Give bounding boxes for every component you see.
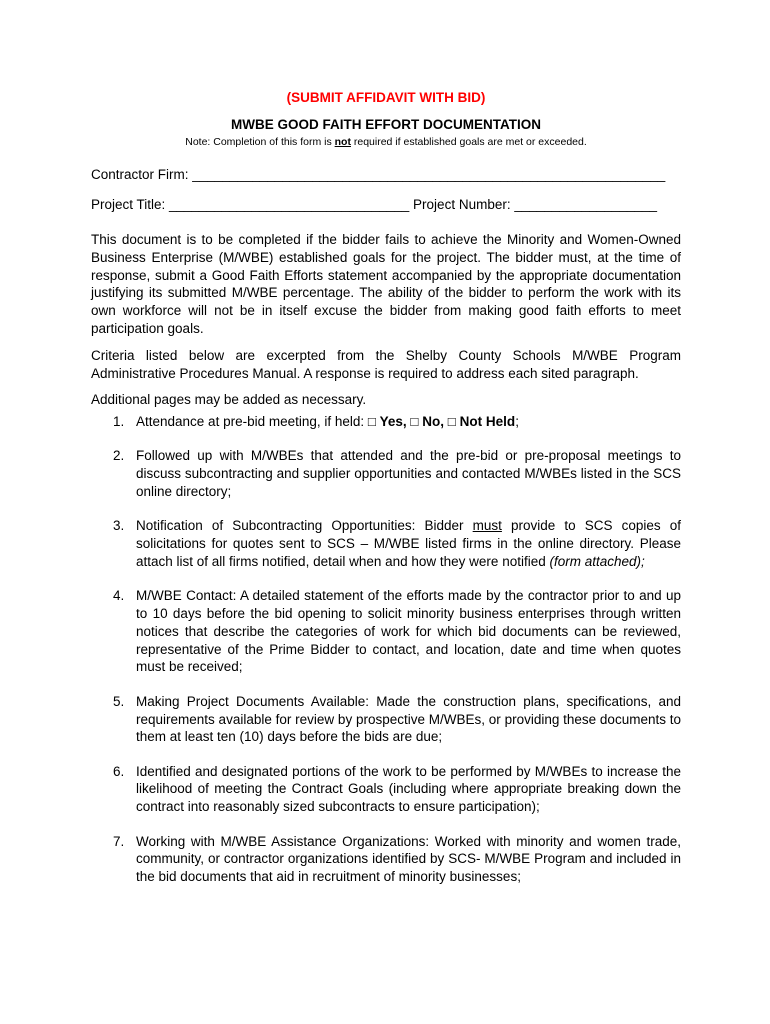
option-no-checkbox[interactable]: □ No, bbox=[410, 414, 445, 430]
item-text: Making Project Documents Available: Made the construction plans, specifications, and requirements available for review by prospective M/WBEs, or providing these documents to them at least ten (10) days before the bids are due; bbox=[136, 693, 681, 745]
list-item bbox=[91, 693, 681, 746]
option-not-held-checkbox[interactable]: □ Not Held bbox=[447, 414, 516, 430]
criteria-paragraph: Criteria listed below are excerpted from the Shelby County Schools M/WBE Program Administrative Procedures Manual. A response is required to address each sited paragraph. bbox=[91, 347, 681, 381]
item-text: Attendance at pre-bid meeting, if held: bbox=[136, 414, 368, 430]
must-emphasis: must bbox=[472, 518, 502, 534]
item-number: 1. bbox=[113, 414, 125, 430]
criteria-list bbox=[91, 413, 681, 886]
project-fields-row bbox=[91, 197, 681, 212]
item-number: 4. bbox=[113, 588, 125, 604]
item-text: M/WBE Contact: A detailed statement of the efforts made by the contractor prior to and up to 10 days before the bid opening to solicit minority business enterprises through written notices that describe the categories of work for which bid documents can be reviewed, representative of the Prime Bidder to contact, and location, date and time when quotes must be received; bbox=[136, 588, 681, 675]
item-number: 7. bbox=[113, 833, 125, 849]
document-page bbox=[91, 90, 681, 902]
item-text: Notification of Subcontracting Opportunities: Bidder bbox=[136, 518, 473, 534]
item-number: 2. bbox=[113, 448, 125, 464]
affidavit-notice: (SUBMIT AFFIDAVIT WITH BID) bbox=[286, 90, 486, 105]
list-item bbox=[91, 833, 681, 886]
list-item bbox=[91, 447, 681, 500]
list-item bbox=[91, 413, 681, 431]
page-title: MWBE GOOD FAITH EFFORT DOCUMENTATION bbox=[231, 117, 541, 132]
item-text: Followed up with M/WBEs that attended and the pre-bid or pre-proposal meetings to discuss subcontracting and supplier opportunities and contacted M/WBEs listed in the SCS online directory; bbox=[136, 448, 681, 500]
item-end: ; bbox=[515, 414, 519, 430]
note-text-start: Note: Completion of this form is bbox=[185, 136, 335, 148]
contractor-firm-field[interactable]: Contractor Firm: _______________________________________________________________ bbox=[91, 167, 666, 182]
item-text: Identified and designated portions of the work to be performed by M/WBEs to increase the likelihood of meeting the Contract Goals (including where appropriate breaking down the contract into reasonably sized subcontracts to ensure participation); bbox=[136, 763, 681, 815]
additional-pages-note: Additional pages may be added as necessary. bbox=[91, 392, 367, 408]
completion-note bbox=[91, 136, 681, 148]
intro-paragraph: This document is to be completed if the bidder fails to achieve the Minority and Women-Owned Business Enterprise (M/WBE) established goals for the project. The bidder must, at the time of response, submit a Good Faith Efforts statement accompanied by the appropriate documentation justifying its submitted M/WBE percentage. The ability of the bidder to perform the work with its own workforce will not be in itself excuse the bidder from making good faith efforts to meet participation goals. bbox=[91, 232, 681, 336]
list-item bbox=[91, 517, 681, 570]
item-text: Working with M/WBE Assistance Organizations: Worked with minority and women trade, community, or contractor organizations identified by SCS- M/WBE Program and included in the bid documents that aid in recruitment of minority businesses; bbox=[136, 833, 681, 885]
note-text-end: required if established goals are met or exceeded. bbox=[350, 136, 587, 148]
form-attached-note: (form attached); bbox=[549, 553, 645, 569]
project-number-field[interactable]: Project Number: ___________________ bbox=[409, 197, 657, 212]
list-item bbox=[91, 587, 681, 676]
item-number: 6. bbox=[113, 763, 125, 779]
note-emphasis: not bbox=[334, 136, 351, 148]
item-number: 5. bbox=[113, 693, 125, 709]
item-text-cont: provide to SCS copies of solicitations for quotes sent to SCS – M/WBE listed firms in the online directory. Please attach list of all firms notified, detail when and how they were notified bbox=[136, 518, 681, 569]
item-number: 3. bbox=[113, 518, 125, 534]
list-item bbox=[91, 763, 681, 816]
project-title-field[interactable]: Project Title: ________________________________ bbox=[91, 197, 410, 212]
option-yes-checkbox[interactable]: □ Yes, bbox=[367, 414, 407, 430]
